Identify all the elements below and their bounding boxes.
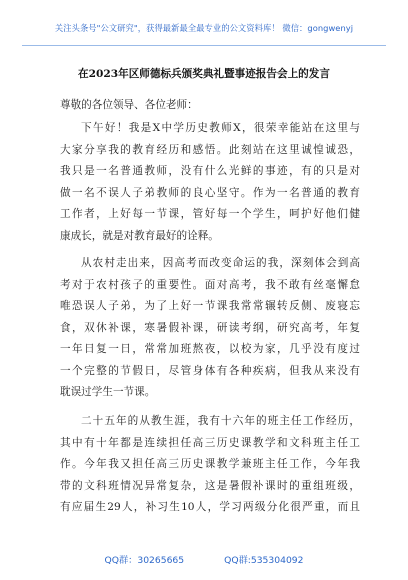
paragraph-2 xyxy=(60,253,360,404)
paragraph-line: 我只是一名普通教师，没有什么光鲜的事迹，有的只是对 xyxy=(60,165,360,177)
paragraph-line: 唯恐误人子弟，为了上好一节课我常常辗转反侧、废寝忘 xyxy=(60,300,360,312)
paragraph-1 xyxy=(60,118,360,247)
paragraph-line: 二十五年的从教生涯，我有十六年的班主任工作经历， xyxy=(81,415,360,427)
paragraph-line: 下午好！我是X中学历史教师X，很荣幸能站在这里与 xyxy=(81,122,360,134)
qq-group-2: QQ群:535304092 xyxy=(224,555,304,566)
paragraph-line: 作。今年我又担任高三历史课教学兼班主任工作，今年我 xyxy=(60,458,360,470)
salutation: 尊敬的各位领导、各位老师： xyxy=(60,99,198,111)
paragraph-line: 食，双休补课，寒暑假补课，研读考纲，研究高考，年复 xyxy=(60,321,360,334)
paragraph-line: 耽误过学生一节课。 xyxy=(60,386,156,398)
qq-group-1: QQ群：30265665 xyxy=(104,555,185,566)
paragraph-line: 考对于农村孩子的重要性。面对高考，我不敢有丝毫懈怠 xyxy=(60,278,360,291)
paragraph-line: 一个完整的节假日，尽管身体有各种疾病，但我从来没有 xyxy=(60,364,360,377)
paragraph-line: 其中有十年都是连续担任高三历史课教学和文科班主任工 xyxy=(60,436,360,449)
paragraph-line: 有应届生29人，补习生10人，学习两级分化很严重，而且 xyxy=(60,501,360,513)
paragraph-line: 工作者，上好每一节课，管好每一个学生，呵护好他们健 xyxy=(60,208,360,220)
paragraph-line: 康成长，就是对教育最好的诠释。 xyxy=(60,229,219,242)
paragraph-line: 大家分享我的教育经历和感悟。此刻站在这里诚惶诚恐， xyxy=(60,143,360,156)
document-title: 在2023年区师德标兵颁奖典礼暨事迹报告会上的发言 xyxy=(78,68,330,80)
header-divider xyxy=(22,45,386,46)
paragraph-line: 一年日复一日，常常加班熬夜，以校为家，几乎没有度过 xyxy=(60,343,360,355)
paragraph-line: 从农村走出来，因高考而改变命运的我，深刻体会到高 xyxy=(81,257,360,269)
paragraph-line: 带的文科班情况异常复杂，这是暑假补课时的重组班级， xyxy=(60,479,360,492)
header-notice: 关注头条号"公文研究"，获得最新最全最专业的公文资料库！ 微信：gongwenyj xyxy=(54,23,354,33)
footer-contact xyxy=(0,552,408,566)
paragraph-line: 做一名不误人子弟教师的良心坚守。作为一名普通的教育 xyxy=(60,186,360,199)
paragraph-3 xyxy=(60,411,360,519)
